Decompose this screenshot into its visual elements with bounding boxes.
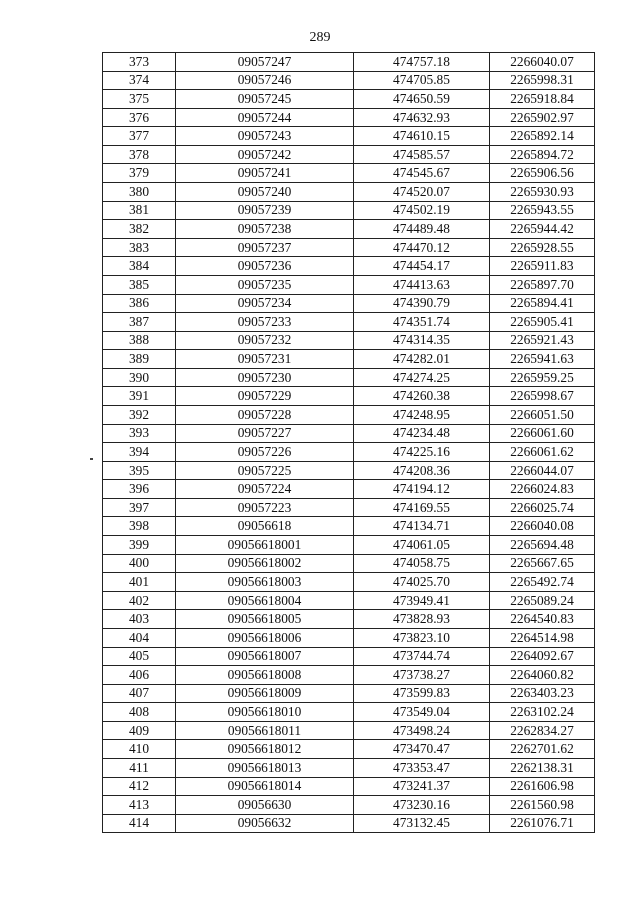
parcel-code-cell: 09056618005 (176, 610, 354, 629)
table-row (103, 90, 595, 109)
y-coordinate-cell: 2264540.83 (490, 610, 595, 629)
x-coordinate-cell: 474610.15 (354, 127, 490, 146)
point-number-cell: 404 (103, 628, 176, 647)
table-row (103, 740, 595, 759)
y-coordinate-cell: 2265943.55 (490, 201, 595, 220)
point-number-cell: 389 (103, 350, 176, 369)
x-coordinate-cell: 474134.71 (354, 517, 490, 536)
point-number-cell: 398 (103, 517, 176, 536)
table-row (103, 554, 595, 573)
parcel-code-cell: 09057245 (176, 90, 354, 109)
table-row (103, 610, 595, 629)
y-coordinate-cell: 2265897.70 (490, 275, 595, 294)
point-number-cell: 391 (103, 387, 176, 406)
point-number-cell: 379 (103, 164, 176, 183)
y-coordinate-cell: 2266051.50 (490, 405, 595, 424)
parcel-code-cell: 09056632 (176, 814, 354, 833)
page-number: 289 (309, 30, 331, 45)
y-coordinate-cell: 2262701.62 (490, 740, 595, 759)
y-coordinate-cell: 2265921.43 (490, 331, 595, 350)
parcel-code-cell: 09057238 (176, 220, 354, 239)
y-coordinate-cell: 2264092.67 (490, 647, 595, 666)
table-row (103, 275, 595, 294)
parcel-code-cell: 09057233 (176, 313, 354, 332)
point-number-cell: 374 (103, 71, 176, 90)
table-row (103, 405, 595, 424)
table-row (103, 294, 595, 313)
y-coordinate-cell: 2265998.67 (490, 387, 595, 406)
point-number-cell: 414 (103, 814, 176, 833)
point-number-cell: 376 (103, 108, 176, 127)
table-row (103, 71, 595, 90)
point-number-cell: 388 (103, 331, 176, 350)
parcel-code-cell: 09057230 (176, 368, 354, 387)
y-coordinate-cell: 2265905.41 (490, 313, 595, 332)
table-row (103, 368, 595, 387)
table-row (103, 461, 595, 480)
table-row (103, 573, 595, 592)
parcel-code-cell: 09057223 (176, 498, 354, 517)
point-number-cell: 396 (103, 480, 176, 499)
table-row (103, 108, 595, 127)
point-number-cell: 413 (103, 796, 176, 815)
y-coordinate-cell: 2266024.83 (490, 480, 595, 499)
table-row (103, 721, 595, 740)
point-number-cell: 409 (103, 721, 176, 740)
table-row (103, 331, 595, 350)
y-coordinate-cell: 2265906.56 (490, 164, 595, 183)
parcel-code-cell: 09057229 (176, 387, 354, 406)
table-row (103, 313, 595, 332)
point-number-cell: 378 (103, 145, 176, 164)
parcel-code-cell: 09056618010 (176, 703, 354, 722)
x-coordinate-cell: 474248.95 (354, 405, 490, 424)
point-number-cell: 373 (103, 53, 176, 72)
point-number-cell: 412 (103, 777, 176, 796)
parcel-code-cell: 09057246 (176, 71, 354, 90)
table-row (103, 628, 595, 647)
y-coordinate-cell: 2265959.25 (490, 368, 595, 387)
point-number-cell: 384 (103, 257, 176, 276)
y-coordinate-cell: 2263102.24 (490, 703, 595, 722)
x-coordinate-cell: 474169.55 (354, 498, 490, 517)
x-coordinate-cell: 474650.59 (354, 90, 490, 109)
y-coordinate-cell: 2262138.31 (490, 758, 595, 777)
point-number-cell: 395 (103, 461, 176, 480)
parcel-code-cell: 09056618012 (176, 740, 354, 759)
table-row (103, 201, 595, 220)
parcel-code-cell: 09056618004 (176, 591, 354, 610)
y-coordinate-cell: 2265694.48 (490, 536, 595, 555)
parcel-code-cell: 09057247 (176, 53, 354, 72)
x-coordinate-cell: 473738.27 (354, 666, 490, 685)
x-coordinate-cell: 473353.47 (354, 758, 490, 777)
parcel-code-cell: 09056618001 (176, 536, 354, 555)
table-row (103, 238, 595, 257)
x-coordinate-cell: 473132.45 (354, 814, 490, 833)
parcel-code-cell: 09056618013 (176, 758, 354, 777)
point-number-cell: 407 (103, 684, 176, 703)
point-number-cell: 385 (103, 275, 176, 294)
y-coordinate-cell: 2265918.84 (490, 90, 595, 109)
parcel-code-cell: 09056630 (176, 796, 354, 815)
parcel-code-cell: 09057231 (176, 350, 354, 369)
x-coordinate-cell: 474061.05 (354, 536, 490, 555)
x-coordinate-cell: 474208.36 (354, 461, 490, 480)
y-coordinate-cell: 2265928.55 (490, 238, 595, 257)
table-row (103, 591, 595, 610)
y-coordinate-cell: 2265892.14 (490, 127, 595, 146)
parcel-code-cell: 09057225 (176, 461, 354, 480)
table-row (103, 53, 595, 72)
x-coordinate-cell: 474454.17 (354, 257, 490, 276)
x-coordinate-cell: 474025.70 (354, 573, 490, 592)
x-coordinate-cell: 474351.74 (354, 313, 490, 332)
x-coordinate-cell: 473599.83 (354, 684, 490, 703)
y-coordinate-cell: 2262834.27 (490, 721, 595, 740)
point-number-cell: 382 (103, 220, 176, 239)
parcel-code-cell: 09056618008 (176, 666, 354, 685)
x-coordinate-cell: 473230.16 (354, 796, 490, 815)
parcel-code-cell: 09057240 (176, 183, 354, 202)
parcel-code-cell: 09057226 (176, 443, 354, 462)
x-coordinate-cell: 474314.35 (354, 331, 490, 350)
x-coordinate-cell: 474390.79 (354, 294, 490, 313)
y-coordinate-cell: 2264060.82 (490, 666, 595, 685)
table-row (103, 796, 595, 815)
y-coordinate-cell: 2266025.74 (490, 498, 595, 517)
table-row (103, 164, 595, 183)
point-number-cell: 405 (103, 647, 176, 666)
x-coordinate-cell: 474413.63 (354, 275, 490, 294)
x-coordinate-cell: 473241.37 (354, 777, 490, 796)
x-coordinate-cell: 474194.12 (354, 480, 490, 499)
parcel-code-cell: 09056618003 (176, 573, 354, 592)
x-coordinate-cell: 474225.16 (354, 443, 490, 462)
x-coordinate-cell: 473828.93 (354, 610, 490, 629)
parcel-code-cell: 09056618006 (176, 628, 354, 647)
point-number-cell: 402 (103, 591, 176, 610)
table-row (103, 666, 595, 685)
parcel-code-cell: 09057228 (176, 405, 354, 424)
parcel-code-cell: 09057243 (176, 127, 354, 146)
y-coordinate-cell: 2266061.60 (490, 424, 595, 443)
point-number-cell: 383 (103, 238, 176, 257)
x-coordinate-cell: 473744.74 (354, 647, 490, 666)
table-row (103, 387, 595, 406)
table-body (103, 53, 595, 833)
x-coordinate-cell: 474234.48 (354, 424, 490, 443)
x-coordinate-cell: 473549.04 (354, 703, 490, 722)
y-coordinate-cell: 2265998.31 (490, 71, 595, 90)
table-row (103, 517, 595, 536)
y-coordinate-cell: 2265492.74 (490, 573, 595, 592)
x-coordinate-cell: 474545.67 (354, 164, 490, 183)
table-row (103, 424, 595, 443)
y-coordinate-cell: 2266040.07 (490, 53, 595, 72)
parcel-code-cell: 09056618 (176, 517, 354, 536)
y-coordinate-cell: 2265941.63 (490, 350, 595, 369)
table-row (103, 758, 595, 777)
y-coordinate-cell: 2265944.42 (490, 220, 595, 239)
x-coordinate-cell: 474058.75 (354, 554, 490, 573)
x-coordinate-cell: 473498.24 (354, 721, 490, 740)
parcel-code-cell: 09057232 (176, 331, 354, 350)
y-coordinate-cell: 2265911.83 (490, 257, 595, 276)
y-coordinate-cell: 2265089.24 (490, 591, 595, 610)
point-number-cell: 408 (103, 703, 176, 722)
y-coordinate-cell: 2261560.98 (490, 796, 595, 815)
table-row (103, 220, 595, 239)
parcel-code-cell: 09056618014 (176, 777, 354, 796)
y-coordinate-cell: 2266061.62 (490, 443, 595, 462)
table-row (103, 350, 595, 369)
y-coordinate-cell: 2266040.08 (490, 517, 595, 536)
point-number-cell: 386 (103, 294, 176, 313)
x-coordinate-cell: 474282.01 (354, 350, 490, 369)
point-number-cell: 392 (103, 405, 176, 424)
point-number-cell: 380 (103, 183, 176, 202)
parcel-code-cell: 09056618009 (176, 684, 354, 703)
point-number-cell: 400 (103, 554, 176, 573)
table-row (103, 647, 595, 666)
y-coordinate-cell: 2261606.98 (490, 777, 595, 796)
x-coordinate-cell: 474520.07 (354, 183, 490, 202)
y-coordinate-cell: 2265894.41 (490, 294, 595, 313)
table-row (103, 145, 595, 164)
point-number-cell: 403 (103, 610, 176, 629)
y-coordinate-cell: 2261076.71 (490, 814, 595, 833)
table-row (103, 777, 595, 796)
parcel-code-cell: 09057242 (176, 145, 354, 164)
x-coordinate-cell: 474632.93 (354, 108, 490, 127)
parcel-code-cell: 09057227 (176, 424, 354, 443)
y-coordinate-cell: 2266044.07 (490, 461, 595, 480)
point-number-cell: 406 (103, 666, 176, 685)
parcel-code-cell: 09057224 (176, 480, 354, 499)
parcel-code-cell: 09057241 (176, 164, 354, 183)
table-row (103, 127, 595, 146)
point-number-cell: 377 (103, 127, 176, 146)
table-row (103, 536, 595, 555)
x-coordinate-cell: 474502.19 (354, 201, 490, 220)
point-number-cell: 397 (103, 498, 176, 517)
point-number-cell: 387 (103, 313, 176, 332)
x-coordinate-cell: 474489.48 (354, 220, 490, 239)
point-number-cell: 411 (103, 758, 176, 777)
x-coordinate-cell: 473823.10 (354, 628, 490, 647)
table-row (103, 814, 595, 833)
table-row (103, 183, 595, 202)
x-coordinate-cell: 474470.12 (354, 238, 490, 257)
x-coordinate-cell: 474757.18 (354, 53, 490, 72)
table-row (103, 703, 595, 722)
table-row (103, 443, 595, 462)
point-number-cell: 375 (103, 90, 176, 109)
table-row (103, 498, 595, 517)
y-coordinate-cell: 2264514.98 (490, 628, 595, 647)
parcel-code-cell: 09056618007 (176, 647, 354, 666)
x-coordinate-cell: 473470.47 (354, 740, 490, 759)
y-coordinate-cell: 2263403.23 (490, 684, 595, 703)
x-coordinate-cell: 474705.85 (354, 71, 490, 90)
table-row (103, 480, 595, 499)
point-number-cell: 394 (103, 443, 176, 462)
parcel-code-cell: 09057235 (176, 275, 354, 294)
parcel-code-cell: 09057234 (176, 294, 354, 313)
table-row (103, 257, 595, 276)
coordinates-table (102, 52, 595, 833)
point-number-cell: 399 (103, 536, 176, 555)
y-coordinate-cell: 2265930.93 (490, 183, 595, 202)
y-coordinate-cell: 2265894.72 (490, 145, 595, 164)
y-coordinate-cell: 2265902.97 (490, 108, 595, 127)
stray-mark (90, 458, 93, 460)
x-coordinate-cell: 474585.57 (354, 145, 490, 164)
parcel-code-cell: 09057236 (176, 257, 354, 276)
point-number-cell: 381 (103, 201, 176, 220)
x-coordinate-cell: 474274.25 (354, 368, 490, 387)
parcel-code-cell: 09057237 (176, 238, 354, 257)
point-number-cell: 401 (103, 573, 176, 592)
parcel-code-cell: 09057239 (176, 201, 354, 220)
point-number-cell: 390 (103, 368, 176, 387)
parcel-code-cell: 09056618011 (176, 721, 354, 740)
x-coordinate-cell: 474260.38 (354, 387, 490, 406)
parcel-code-cell: 09057244 (176, 108, 354, 127)
point-number-cell: 410 (103, 740, 176, 759)
table-row (103, 684, 595, 703)
x-coordinate-cell: 473949.41 (354, 591, 490, 610)
parcel-code-cell: 09056618002 (176, 554, 354, 573)
y-coordinate-cell: 2265667.65 (490, 554, 595, 573)
point-number-cell: 393 (103, 424, 176, 443)
